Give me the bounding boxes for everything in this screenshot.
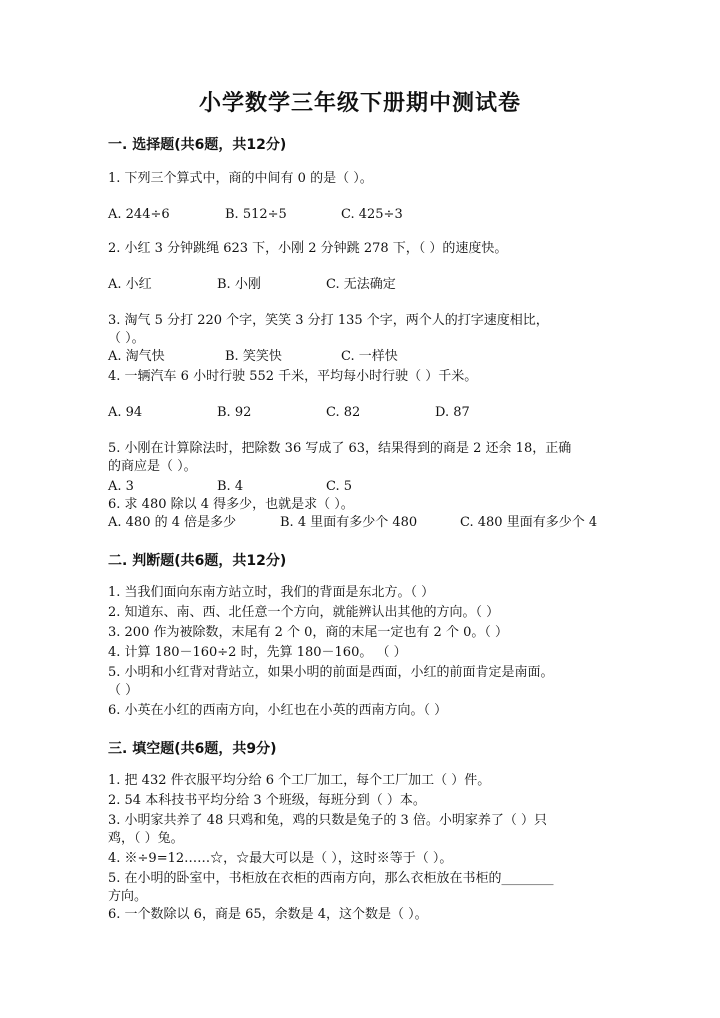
- fill-item: 2. 54 本科技书平均分给 3 个班级，每班分到（ ）本。: [108, 793, 426, 808]
- option-c: C. 425÷3: [341, 207, 403, 222]
- question-text-cont: （ ）。: [108, 331, 145, 346]
- option-b: B. 笑笑快: [225, 349, 282, 364]
- option-b: B. 92: [217, 405, 252, 420]
- option-c: C. 一样快: [341, 349, 398, 364]
- judge-item: 6. 小英在小红的西南方向，小红也在小英的西南方向。（ ）: [108, 703, 448, 718]
- fill-item: 5. 在小明的卧室中，书柜放在衣柜的西南方向，那么衣柜放在书柜的________: [108, 871, 554, 886]
- option-c: C. 无法确定: [326, 277, 396, 292]
- option-a: A. 3: [108, 479, 134, 494]
- section-1-heading: 一. 选择题(共6题，共12分): [108, 137, 287, 153]
- option-c: C. 82: [326, 405, 361, 420]
- option-c: C. 480 里面有多少个 4: [460, 515, 598, 530]
- question-text: 1. 下列三个算式中，商的中间有 0 的是（ ）。: [108, 171, 373, 186]
- option-a: A. 480 的 4 倍是多少: [108, 515, 237, 530]
- question-text: 4. 一辆汽车 6 小时行驶 552 千米，平均每小时行驶（ ）千米。: [108, 369, 478, 384]
- question-text: 6. 求 480 除以 4 得多少，也就是求（ ）。: [108, 497, 354, 512]
- judge-item: 2. 知道东、南、西、北任意一个方向，就能辨认出其他的方向。（ ）: [108, 605, 500, 620]
- option-b: B. 512÷5: [225, 207, 287, 222]
- option-b: B. 4: [217, 479, 244, 494]
- judge-item: 5. 小明和小红背对背站立，如果小明的前面是西面，小红的前面肯定是南面。: [108, 665, 554, 680]
- section-3-heading: 三. 填空题(共6题，共9分): [108, 741, 277, 757]
- judge-item-cont: （ ）: [108, 683, 139, 698]
- question-text-cont: 的商应是（ ）。: [108, 459, 197, 474]
- fill-item-cont: 方向。: [108, 889, 148, 904]
- page-title: 小学数学三年级下册期中测试卷: [198, 91, 521, 116]
- option-c: C. 5: [326, 479, 353, 494]
- section-2-heading: 二. 判断题(共6题，共12分): [108, 553, 287, 569]
- option-a: A. 94: [108, 405, 143, 420]
- question-text: 2. 小红 3 分钟跳绳 623 下，小刚 2 分钟跳 278 下，（ ）的速度快。: [108, 241, 508, 256]
- question-text: 3. 淘气 5 分打 220 个字，笑笑 3 分打 135 个字，两个人的打字速度相比，: [108, 313, 549, 328]
- question-text: 5. 小刚在计算除法时，把除数 36 写成了 63，结果得到的商是 2 还余 18，正确: [108, 441, 572, 456]
- option-b: B. 小刚: [217, 277, 261, 292]
- judge-item: 4. 计算 180－160÷2 时，先算 180－160。 （ ）: [108, 645, 407, 660]
- fill-item-cont: 鸡，（ ）兔。: [108, 831, 184, 846]
- option-a: A. 淘气快: [108, 349, 165, 364]
- option-b: B. 4 里面有多少个 480: [280, 515, 418, 530]
- judge-item: 1. 当我们面向东南方站立时，我们的背面是东北方。（ ）: [108, 585, 435, 600]
- fill-item: 3. 小明家共养了 48 只鸡和兔，鸡的只数是兔子的 3 倍。小明家养了（ ）只: [108, 813, 548, 828]
- option-a: A. 小红: [108, 277, 152, 292]
- judge-item: 3. 200 作为被除数，末尾有 2 个 0，商的末尾一定也有 2 个 0。（ ）: [108, 625, 508, 640]
- option-d: D. 87: [435, 405, 470, 420]
- fill-item: 4. ※÷9=12……☆，☆最大可以是（ ），这时※等于（ ）。: [108, 851, 453, 866]
- option-a: A. 244÷6: [108, 207, 170, 222]
- fill-item: 1. 把 432 件衣服平均分给 6 个工厂加工，每个工厂加工（ ）件。: [108, 773, 491, 788]
- fill-item: 6. 一个数除以 6，商是 65，余数是 4，这个数是（ ）。: [108, 907, 428, 922]
